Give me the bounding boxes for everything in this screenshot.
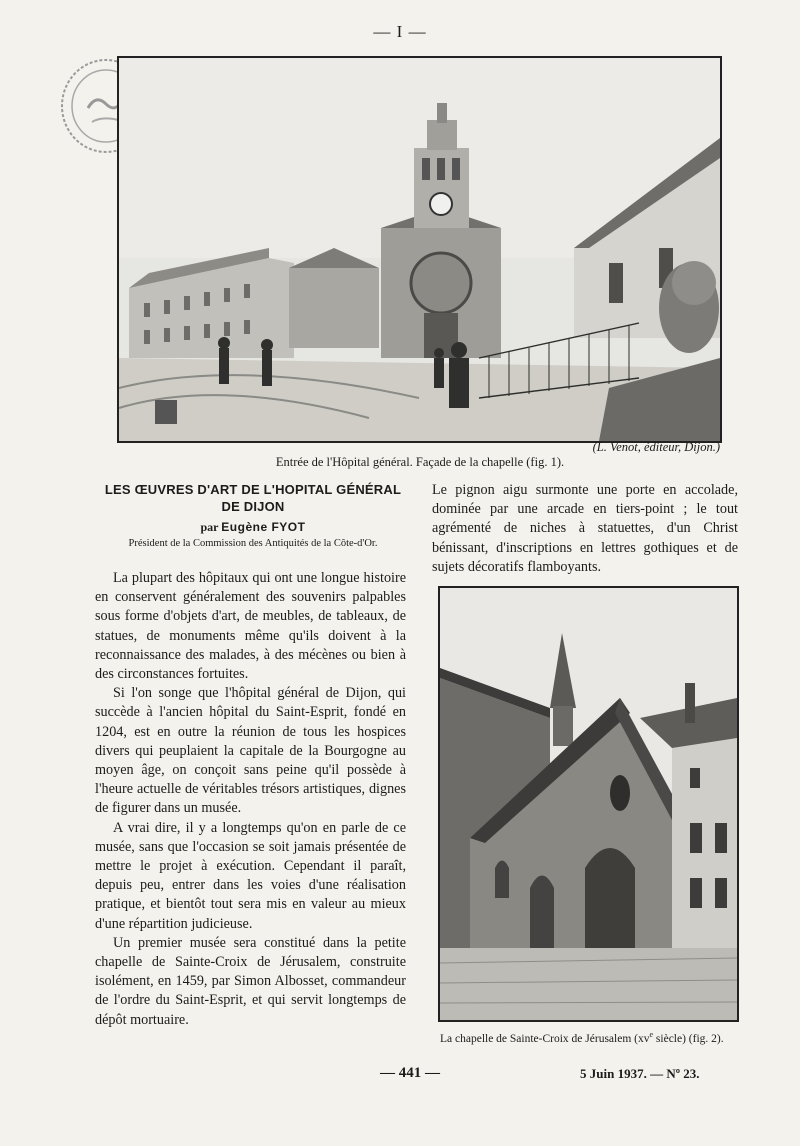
paragraph: Si l'on songe que l'hôpital général de Dijon, qui succède à l'ancien hôpital du Saint-Esprit, fondé en 1204, est en outre la réunion de tous les hospices divers qui peuplaient la capitale de la Bourgogne au moyen âge, on conçoit sans peine qu'il possède à l'heure actuelle de véritables trésors artistiques, dignes de figurer dans un musée. [95,685,406,817]
right-column [432,481,738,577]
photo2-caption-century: xv [637,1032,650,1045]
photo1-caption: Entrée de l'Hôpital général. Façade de la chapelle (fig. 1). [275,455,565,469]
footer-date-issue: 5 Juin 1937. — Nº 23. [580,1066,700,1081]
photo2-caption [440,1027,740,1047]
byline [95,520,411,535]
page-number: — I — [373,22,427,41]
paragraph: La plupart des hôpitaux qui ont une longue histoire en conservent généralement des souvenirs palpables sous forme d'objets d'art, de meubles, de tableaux, de statues, de monuments même qu'ils doivent à la reconnaissance des malades, à des mécènes ou bien à des circonstances fortuites. [95,570,406,683]
photo2-caption-start: La chapelle de Sainte-Croix de Jérusalem ( [440,1032,638,1045]
byline-prefix: par [200,520,219,534]
paragraph: Le pignon aigu surmonte une porte en accolade, dominée par une arcade en tiers-point ; le tout agrémenté de niches à statuettes, d'un Christ bénissant, d'inscriptions en lettres gothiques et de sujets décoratifs flamboyants. [432,482,738,575]
photo2-caption-sup: e [649,1030,654,1039]
paragraph: A vrai dire, il y a longtemps qu'on en parle de ce musée, sans que l'occasion se soit jamais présentée de mettre le projet à exécution. Cependant il paraît, depuis peu, entrer dans les voies d'une réalisation pratique, et bientôt tout sera mis en valeur au mieux d'une répartition judicieuse. [95,819,406,932]
paragraph: Un premier musée sera constitué dans la petite chapelle de Sainte-Croix de Jérusalem, construite isolément, en 1459, par Simon Albosset, commandeur de l'ordre du Saint-Esprit, et qui servit longtemps de dépôt mortuaire. [95,934,406,1028]
author-role: Président de la Commission des Antiquités de la Côte-d'Or. [128,538,378,549]
article-title: LES ŒUVRES D'ART DE L'HOPITAL GÉNÉRAL DE DIJON [104,482,402,514]
hospital-entrance-photo [117,56,722,443]
photo2-caption-end: siècle) (fig. 2). [653,1032,724,1045]
left-column [95,569,406,1030]
footer-page-number: — 441 — [380,1065,440,1081]
photo1-credit: (L. Venot, éditeur, Dijon.) [592,440,720,454]
chapel-photo [438,586,739,1022]
author-name: Eugène FYOT [221,520,306,534]
